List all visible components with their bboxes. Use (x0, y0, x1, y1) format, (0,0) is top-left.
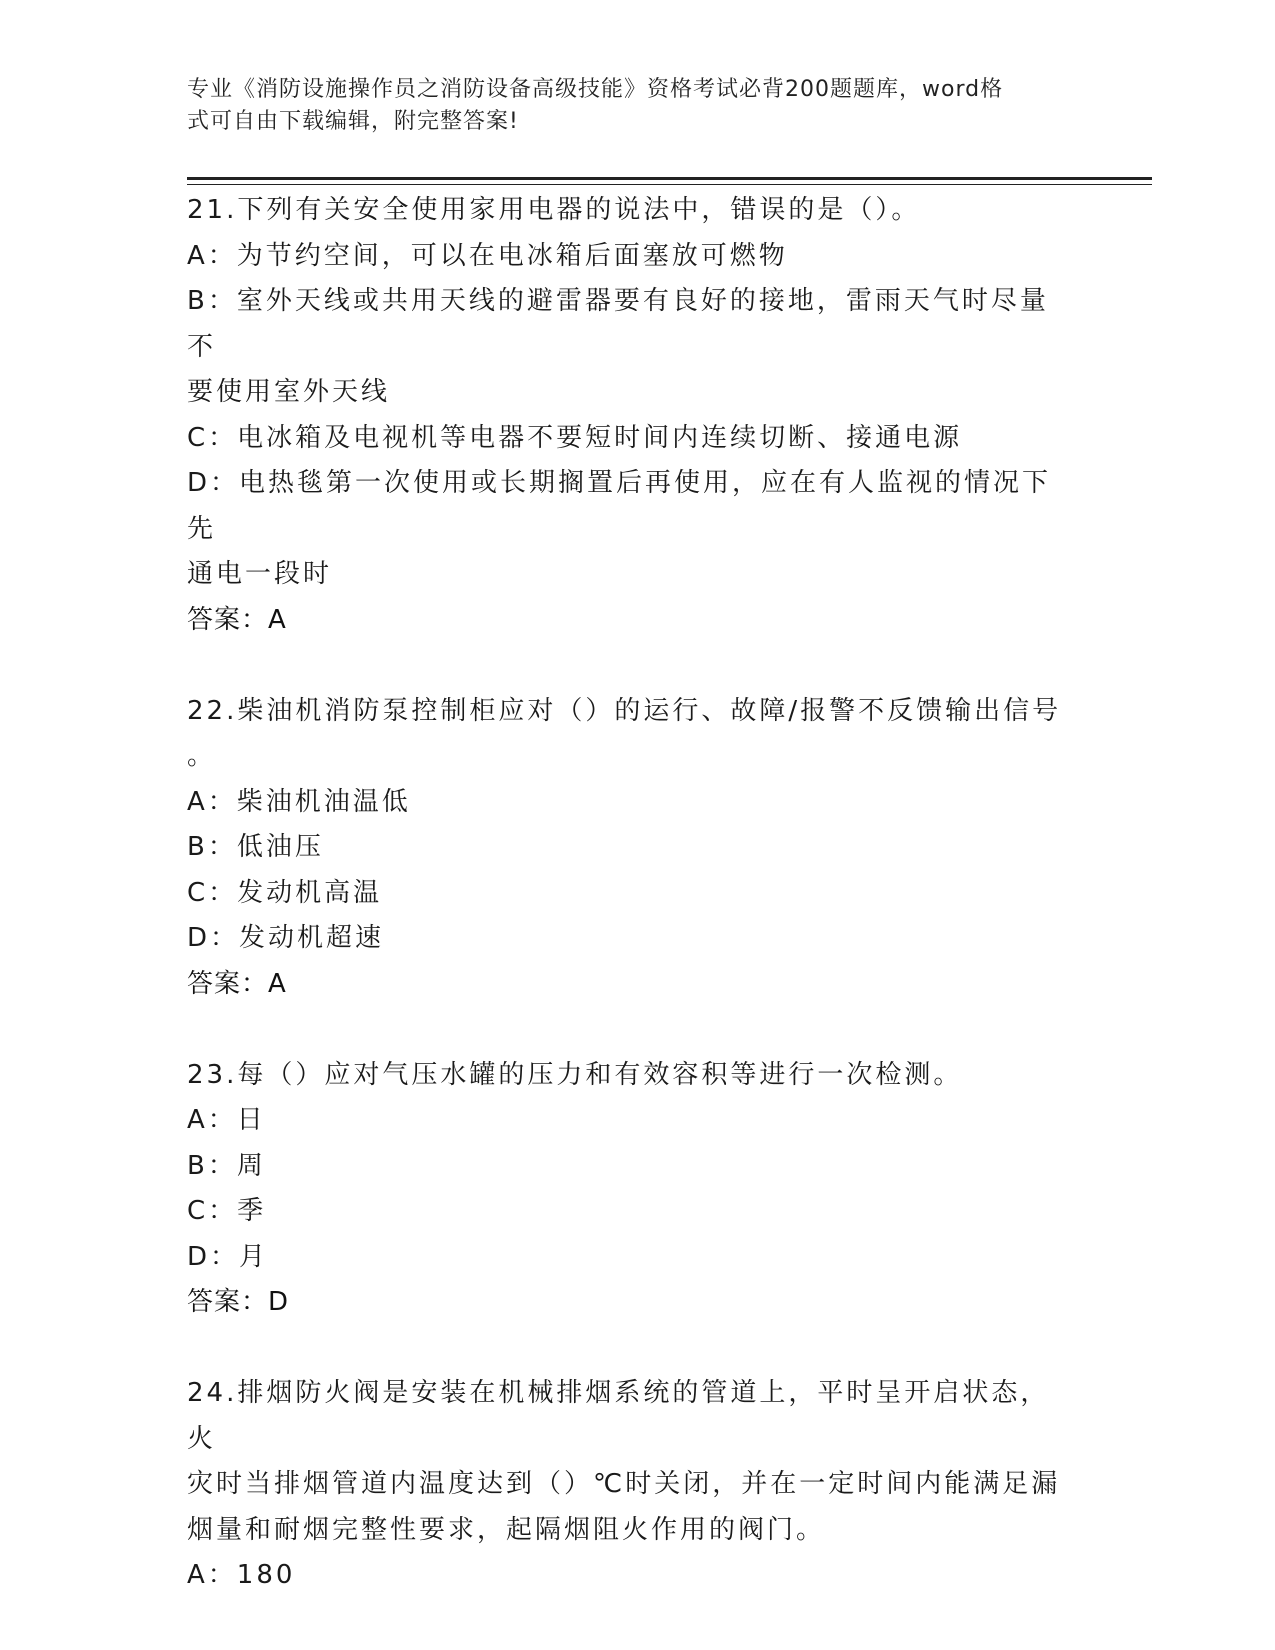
question-stem-line: 23.每（）应对气压水罐的压力和有效容积等进行一次检测。 (187, 1059, 963, 1090)
question-stem-line: 灾时当排烟管道内温度达到（）℃时关闭，并在一定时间内能满足漏 (187, 1469, 1061, 1499)
header-rule-thin (187, 184, 1152, 185)
option-line: B：室外天线或共用天线的避雷器要有良好的接地，雷雨天气时尽量不 (187, 286, 1049, 362)
answer-line: 答案：A (187, 604, 287, 635)
header-rule-thick (187, 177, 1152, 180)
option-line: D：月 (187, 1241, 269, 1272)
question-block (187, 1053, 1077, 1326)
question-stem-line: 24.排烟防火阀是安装在机械排烟系统的管道上，平时呈开启状态，火 (187, 1378, 1050, 1454)
option-line: A：180 (187, 1560, 296, 1590)
document-header (187, 74, 1067, 138)
option-line: C：发动机高温 (187, 877, 383, 908)
question-stem-line: 。 (187, 741, 217, 771)
question-block (187, 188, 1077, 643)
answer-line: 答案：D (187, 1287, 290, 1317)
option-line: B：周 (187, 1150, 266, 1181)
option-line: A：日 (187, 1105, 266, 1135)
option-line: B：低油压 (187, 832, 324, 862)
option-line: C：电冰箱及电视机等电器不要短时间内连续切断、接通电源 (187, 422, 963, 453)
question-stem-line: 21.下列有关安全使用家用电器的说法中，错误的是（）。 (187, 195, 921, 225)
option-line: 要使用室外天线 (187, 377, 391, 407)
question-stem-line: 烟量和耐烟完整性要求，起隔烟阻火作用的阀门。 (187, 1514, 826, 1545)
option-line: D：发动机超速 (187, 923, 385, 953)
option-line: D：电热毯第一次使用或长期搁置后再使用，应在有人监视的情况下先 (187, 468, 1052, 544)
option-line: A：为节约空间，可以在电冰箱后面塞放可燃物 (187, 240, 788, 271)
answer-line: 答案：A (187, 968, 287, 999)
header-line-1: 专业《消防设施操作员之消防设备高级技能》资格考试必背200题题库，word格 (187, 77, 1004, 102)
option-line: C：季 (187, 1196, 267, 1226)
question-spacer (187, 1326, 1077, 1372)
question-spacer (187, 1007, 1077, 1053)
option-line: A：柴油机油温低 (187, 786, 411, 817)
question-list (187, 188, 1077, 1599)
option-line: 通电一段时 (187, 559, 333, 589)
question-stem-line: 22.柴油机消防泵控制柜应对（）的运行、故障/报警不反馈输出信号 (187, 695, 1062, 726)
question-block (187, 1371, 1077, 1599)
question-block (187, 689, 1077, 1008)
question-spacer (187, 643, 1077, 689)
header-line-2: 式可自由下载编辑，附完整答案! (187, 109, 519, 134)
